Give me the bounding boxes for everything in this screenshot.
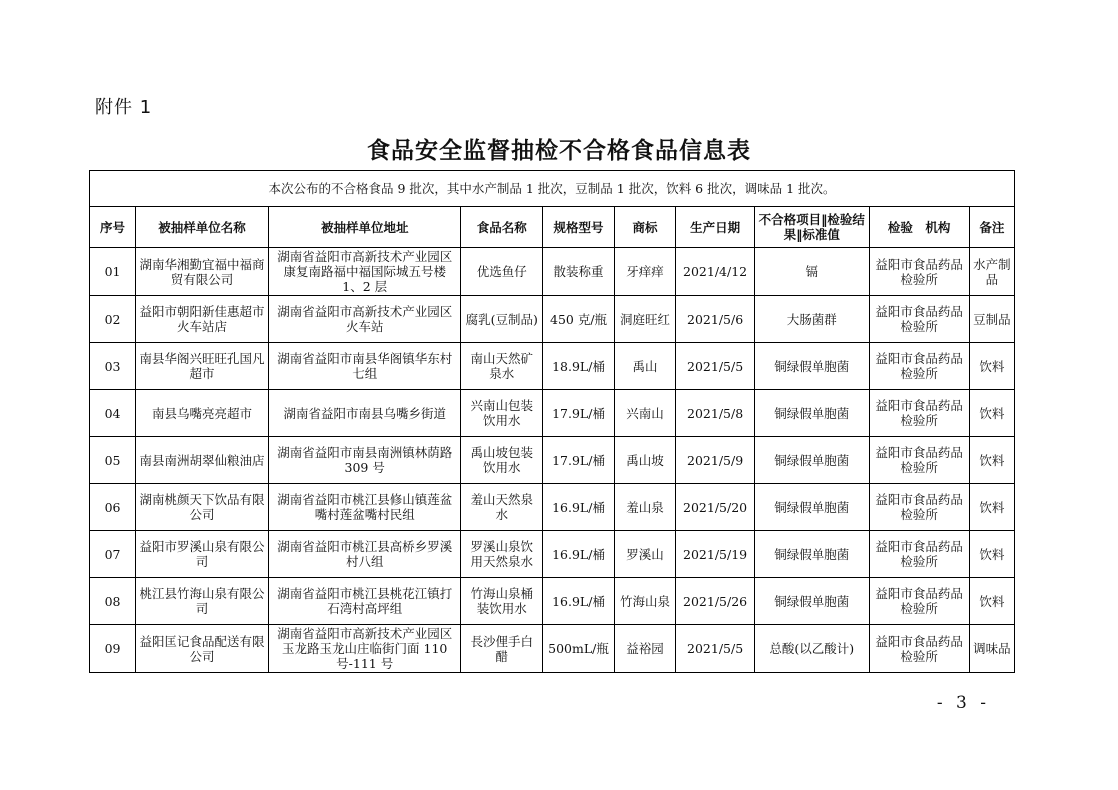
cell-prod-date: 2021/5/8 (676, 390, 755, 437)
table-row (90, 484, 1015, 531)
cell-failed-item: 铜绿假单胞菌 (754, 484, 869, 531)
cell-seq: 02 (90, 296, 136, 343)
cell-failed-item: 铜绿假单胞菌 (754, 578, 869, 625)
cell-note: 豆制品 (969, 296, 1014, 343)
header-brand: 商标 (614, 207, 675, 248)
cell-inspector: 益阳市食品药品检验所 (869, 248, 969, 296)
header-food-name: 食品名称 (461, 207, 543, 248)
cell-unit-name: 益阳市朝阳新佳惠超市火车站店 (136, 296, 269, 343)
cell-spec: 散装称重 (543, 248, 615, 296)
table-row (90, 531, 1015, 578)
table-row (90, 390, 1015, 437)
cell-food-name: 优选鱼仔 (461, 248, 543, 296)
cell-inspector: 益阳市食品药品检验所 (869, 625, 969, 673)
summary-text: 本次公布的不合格食品 9 批次，其中水产制品 1 批次，豆制品 1 批次，饮料 6 批次，调味品 1 批次。 (90, 171, 1015, 207)
header-inspector: 检验 机构 (869, 207, 969, 248)
cell-inspector: 益阳市食品药品检验所 (869, 437, 969, 484)
cell-inspector: 益阳市食品药品检验所 (869, 531, 969, 578)
cell-unit-name: 湖南桃颜天下饮品有限公司 (136, 484, 269, 531)
cell-brand: 罗溪山 (614, 531, 675, 578)
cell-note: 饮料 (969, 390, 1014, 437)
cell-seq: 08 (90, 578, 136, 625)
cell-food-name: 羞山天然泉水 (461, 484, 543, 531)
cell-unit-address: 湖南省益阳市高新技术产业园区康复南路福中福国际城五号楼 1、2 层 (269, 248, 461, 296)
header-spec: 规格型号 (543, 207, 615, 248)
cell-unit-name: 南县乌嘴亮亮超市 (136, 390, 269, 437)
cell-note: 饮料 (969, 578, 1014, 625)
cell-unit-address: 湖南省益阳市高新技术产业园区火车站 (269, 296, 461, 343)
cell-note: 水产制品 (969, 248, 1014, 296)
cell-food-name: 腐乳(豆制品) (461, 296, 543, 343)
cell-food-name: 南山天然矿泉水 (461, 343, 543, 390)
cell-spec: 450 克/瓶 (543, 296, 615, 343)
cell-note: 饮料 (969, 343, 1014, 390)
header-note: 备注 (969, 207, 1014, 248)
header-seq: 序号 (90, 207, 136, 248)
cell-unit-name: 桃江县竹海山泉有限公司 (136, 578, 269, 625)
page-title: 食品安全监督抽检不合格食品信息表 (367, 138, 751, 164)
cell-unit-name: 湖南华湘勤宜福中福商贸有限公司 (136, 248, 269, 296)
cell-unit-name: 益阳匡记食品配送有限公司 (136, 625, 269, 673)
cell-unit-address: 湖南省益阳市桃江县修山镇莲盆嘴村莲盆嘴村民组 (269, 484, 461, 531)
cell-failed-item: 大肠菌群 (754, 296, 869, 343)
cell-unit-name: 南县南洲胡翠仙粮油店 (136, 437, 269, 484)
summary-row (90, 171, 1015, 207)
cell-unit-address: 湖南省益阳市桃江县高桥乡罗溪村八组 (269, 531, 461, 578)
cell-spec: 16.9L/桶 (543, 484, 615, 531)
cell-inspector: 益阳市食品药品检验所 (869, 484, 969, 531)
cell-prod-date: 2021/5/20 (676, 484, 755, 531)
table-row (90, 343, 1015, 390)
cell-inspector: 益阳市食品药品检验所 (869, 296, 969, 343)
table-row (90, 296, 1015, 343)
header-row (90, 207, 1015, 248)
header-unit-address: 被抽样单位地址 (269, 207, 461, 248)
cell-food-name: 兴南山包装饮用水 (461, 390, 543, 437)
cell-inspector: 益阳市食品药品检验所 (869, 390, 969, 437)
cell-note: 饮料 (969, 531, 1014, 578)
inspection-table (89, 170, 1015, 673)
cell-food-name: 竹海山泉桶装饮用水 (461, 578, 543, 625)
cell-failed-item: 铜绿假单胞菌 (754, 437, 869, 484)
table-row (90, 248, 1015, 296)
cell-spec: 500mL/瓶 (543, 625, 615, 673)
cell-unit-address: 湖南省益阳市高新技术产业园区玉龙路玉龙山庄临街门面 110 号-111 号 (269, 625, 461, 673)
cell-unit-address: 湖南省益阳市南县华阁镇华东村七组 (269, 343, 461, 390)
cell-inspector: 益阳市食品药品检验所 (869, 343, 969, 390)
cell-spec: 16.9L/桶 (543, 531, 615, 578)
cell-brand: 洞庭旺红 (614, 296, 675, 343)
cell-unit-address: 湖南省益阳市桃江县桃花江镇打石湾村高坪组 (269, 578, 461, 625)
cell-unit-address: 湖南省益阳市南县乌嘴乡街道 (269, 390, 461, 437)
cell-unit-address: 湖南省益阳市南县南洲镇林荫路 309 号 (269, 437, 461, 484)
header-unit-name: 被抽样单位名称 (136, 207, 269, 248)
header-prod-date: 生产日期 (676, 207, 755, 248)
cell-note: 调味品 (969, 625, 1014, 673)
cell-brand: 牙痒痒 (614, 248, 675, 296)
cell-spec: 16.9L/桶 (543, 578, 615, 625)
header-failed-item: 不合格项目‖检验结果‖标准值 (754, 207, 869, 248)
cell-prod-date: 2021/5/5 (676, 625, 755, 673)
cell-failed-item: 铜绿假单胞菌 (754, 343, 869, 390)
cell-spec: 18.9L/桶 (543, 343, 615, 390)
cell-spec: 17.9L/桶 (543, 437, 615, 484)
cell-prod-date: 2021/5/5 (676, 343, 755, 390)
cell-food-name: 禹山坡包装饮用水 (461, 437, 543, 484)
cell-food-name: 長沙俚手白醋 (461, 625, 543, 673)
cell-inspector: 益阳市食品药品检验所 (869, 578, 969, 625)
table-row (90, 625, 1015, 673)
cell-prod-date: 2021/5/6 (676, 296, 755, 343)
cell-brand: 羞山泉 (614, 484, 675, 531)
table-row (90, 437, 1015, 484)
cell-note: 饮料 (969, 484, 1014, 531)
cell-failed-item: 铜绿假单胞菌 (754, 390, 869, 437)
cell-spec: 17.9L/桶 (543, 390, 615, 437)
cell-seq: 06 (90, 484, 136, 531)
cell-brand: 兴南山 (614, 390, 675, 437)
cell-brand: 禹山坡 (614, 437, 675, 484)
cell-failed-item: 铜绿假单胞菌 (754, 531, 869, 578)
cell-prod-date: 2021/5/9 (676, 437, 755, 484)
cell-seq: 04 (90, 390, 136, 437)
cell-prod-date: 2021/4/12 (676, 248, 755, 296)
cell-seq: 01 (90, 248, 136, 296)
cell-note: 饮料 (969, 437, 1014, 484)
attachment-label: 附件 1 (95, 97, 153, 118)
cell-brand: 竹海山泉 (614, 578, 675, 625)
cell-failed-item: 总酸(以乙酸计) (754, 625, 869, 673)
table-row (90, 578, 1015, 625)
cell-seq: 05 (90, 437, 136, 484)
cell-unit-name: 南县华阁兴旺旺孔国凡超市 (136, 343, 269, 390)
cell-prod-date: 2021/5/19 (676, 531, 755, 578)
page-number: - 3 - (936, 693, 990, 713)
cell-food-name: 罗溪山泉饮用天然泉水 (461, 531, 543, 578)
cell-unit-name: 益阳市罗溪山泉有限公司 (136, 531, 269, 578)
cell-seq: 03 (90, 343, 136, 390)
cell-failed-item: 镉 (754, 248, 869, 296)
cell-seq: 09 (90, 625, 136, 673)
cell-brand: 益裕园 (614, 625, 675, 673)
cell-prod-date: 2021/5/26 (676, 578, 755, 625)
cell-brand: 禹山 (614, 343, 675, 390)
cell-seq: 07 (90, 531, 136, 578)
